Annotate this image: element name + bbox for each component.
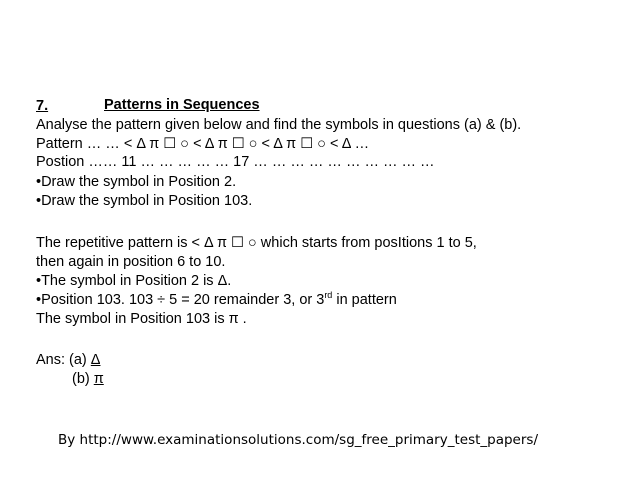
answer-a bbox=[36, 351, 100, 369]
ordinal-suffix: rd bbox=[324, 290, 333, 301]
question-number bbox=[36, 97, 48, 115]
answer-b-label: (b) bbox=[72, 371, 94, 387]
position-line: Postion …… 11 … … … … … 17 … … … … … … … … … … bbox=[36, 154, 435, 170]
pattern-line: Pattern … … < Δ π ☐ ○ < Δ π ☐ ○ < Δ π ☐ ○ < Δ … bbox=[36, 136, 370, 152]
solution-line-3: •The symbol in Position 2 is Δ. bbox=[36, 273, 232, 289]
question-number-text: 7. bbox=[36, 98, 49, 114]
task-a: •Draw the symbol in Position 2. bbox=[36, 174, 237, 190]
question-title: Patterns in Sequences bbox=[104, 97, 260, 113]
answer-b bbox=[72, 370, 104, 388]
solution-line-4-main: •Position 103. 103 ÷ 5 = 20 remainder 3, or 3 bbox=[36, 292, 325, 308]
solution-line-4-end: in pattern bbox=[332, 292, 397, 308]
answer-b-value: π bbox=[93, 371, 104, 387]
answer-a-label: Ans: (a) bbox=[36, 352, 91, 368]
solution-line-4 bbox=[36, 291, 397, 309]
task-b: •Draw the symbol in Position 103. bbox=[36, 193, 253, 209]
footer-credit: By http://www.examinationsolutions.com/sg_free_primary_test_papers/ bbox=[58, 432, 538, 448]
solution-line-1: The repetitive pattern is < Δ π ☐ ○ which starts from posItions 1 to 5, bbox=[36, 235, 477, 251]
solution-line-2: then again in position 6 to 10. bbox=[36, 254, 226, 270]
instruction-text: Analyse the pattern given below and find the symbols in questions (a) & (b). bbox=[36, 117, 522, 133]
answer-a-value: Δ bbox=[90, 352, 101, 368]
solution-line-5: The symbol in Position 103 is π . bbox=[36, 311, 247, 327]
